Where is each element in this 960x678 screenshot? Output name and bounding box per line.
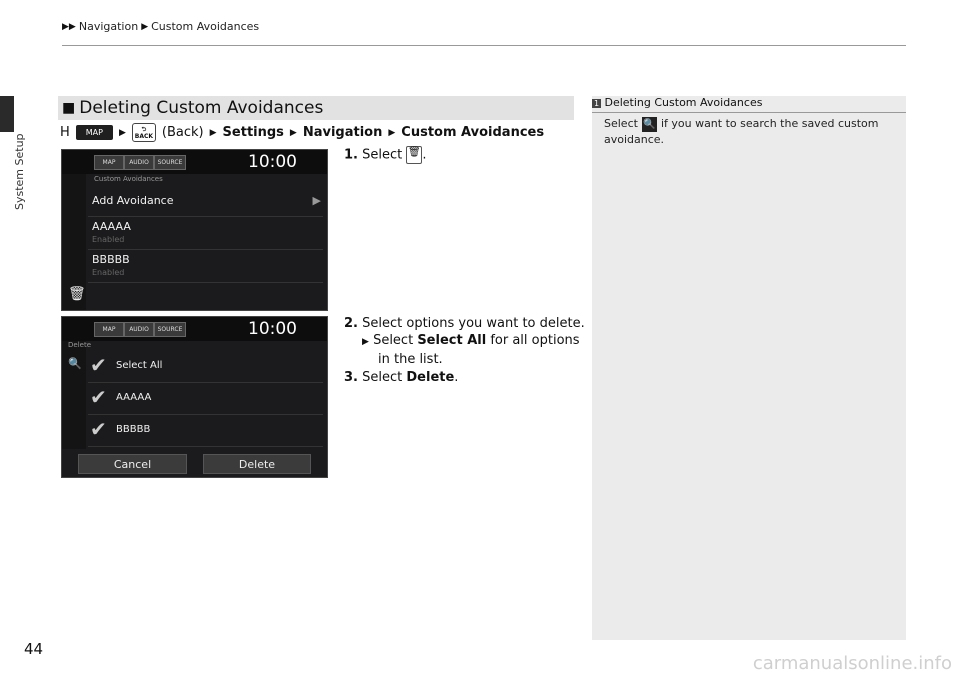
breadcrumb-item-navigation[interactable]: Navigation — [78, 20, 139, 33]
section-tab-marker — [0, 96, 14, 132]
step-number: 3. — [344, 370, 358, 385]
search-icon[interactable]: 🔍 — [68, 357, 82, 370]
screen-header: Custom Avoidances — [94, 175, 163, 183]
screenshot-delete-avoidances — [61, 316, 328, 478]
sidebar-note-body — [604, 116, 894, 148]
step-text: Select — [373, 333, 414, 348]
back-button-icon: ⮌ BACK — [132, 123, 156, 142]
add-avoidance-row[interactable] — [88, 186, 323, 217]
avoidance-name: BBBBB — [116, 424, 151, 435]
breadcrumb-arrow-icon: ▶▶ — [62, 21, 76, 32]
path-navigation: Navigation — [302, 125, 383, 140]
page-number: 44 — [24, 640, 44, 658]
navigation-path — [60, 123, 544, 142]
breadcrumb-item-custom-avoidances[interactable]: Custom Avoidances — [151, 20, 260, 33]
delete-row-bbbbb[interactable] — [88, 415, 323, 447]
step-text: Select — [362, 370, 403, 385]
path-arrow-icon: ▶ — [209, 127, 217, 138]
screen-header: Delete — [68, 341, 91, 349]
home-icon: H — [60, 125, 70, 140]
source-tab[interactable]: SOURCE — [154, 322, 186, 337]
section-heading — [58, 96, 574, 120]
step-option: Select All — [417, 333, 487, 348]
step-number: 2. — [344, 316, 358, 331]
clock: 10:00 — [248, 319, 297, 339]
audio-tab[interactable]: AUDIO — [124, 155, 154, 170]
note-text: if you want to search the saved custom avoidance. — [604, 117, 879, 146]
search-icon: 🔍 — [643, 118, 656, 130]
avoidance-status: Enabled — [92, 268, 125, 277]
add-avoidance-label: Add Avoidance — [92, 194, 174, 207]
checkmark-icon: ✔ — [90, 417, 107, 441]
path-arrow-icon: ▶ — [118, 127, 126, 138]
header-divider — [62, 45, 906, 46]
delete-row-aaaaa[interactable] — [88, 383, 323, 415]
note-title: Deleting Custom Avoidances — [604, 96, 763, 109]
map-tab[interactable]: MAP — [94, 322, 124, 337]
checkmark-icon: ✔ — [90, 385, 107, 409]
select-all-row[interactable] — [88, 351, 323, 383]
avoidance-name: BBBBB — [92, 253, 130, 266]
step-2 — [344, 314, 585, 334]
avoidance-row-aaaaa[interactable] — [88, 217, 323, 250]
avoidance-name: AAAAA — [92, 220, 131, 233]
side-section-label: System Setup — [13, 133, 26, 210]
cancel-button[interactable]: Cancel — [78, 454, 187, 474]
breadcrumb-arrow-icon: ▶ — [141, 21, 149, 32]
source-tab[interactable]: SOURCE — [154, 155, 186, 170]
delete-trash-icon[interactable]: 🗑 — [68, 286, 86, 302]
avoidance-name: AAAAA — [116, 392, 152, 403]
step-option: Delete — [406, 370, 455, 385]
sidebar-note-title — [592, 96, 906, 113]
map-button-icon: MAP — [76, 125, 113, 140]
step-3: 3. Select Delete. — [344, 370, 459, 385]
path-arrow-icon: ▶ — [289, 127, 297, 138]
map-tab[interactable]: MAP — [94, 155, 124, 170]
step-text: Select — [362, 147, 403, 163]
checkmark-icon: ✔ — [90, 353, 107, 377]
clock: 10:00 — [248, 152, 297, 172]
select-all-label: Select All — [116, 360, 163, 371]
trash-icon: 🗑 — [406, 146, 422, 164]
path-settings: Settings — [222, 125, 284, 140]
step-2-sub — [362, 332, 580, 369]
path-custom-avoidances: Custom Avoidances — [401, 125, 545, 140]
sub-arrow-icon: ▶ — [362, 337, 369, 347]
step-text: for all options — [490, 333, 580, 348]
chevron-right-icon: ▶ — [312, 194, 321, 207]
note-marker-icon: 1 — [593, 99, 600, 108]
screenshot-custom-avoidances — [61, 149, 328, 311]
watermark: carmanualsonline.info — [752, 653, 952, 674]
note-text: Select — [604, 117, 638, 130]
path-arrow-icon: ▶ — [388, 127, 396, 138]
sidebar-note-panel — [592, 96, 906, 640]
back-label: (Back) — [161, 125, 204, 140]
audio-tab[interactable]: AUDIO — [124, 322, 154, 337]
step-1: 1. Select 🗑 . — [344, 147, 427, 163]
square-bullet-icon: ■ — [62, 100, 76, 116]
breadcrumb — [62, 20, 259, 33]
step-text: in the list. — [378, 352, 443, 367]
avoidance-status: Enabled — [92, 235, 125, 244]
step-number: 1. — [344, 147, 358, 163]
avoidance-row-bbbbb[interactable] — [88, 250, 323, 283]
step-text: Select options you want to delete. — [362, 316, 585, 331]
delete-button[interactable]: Delete — [203, 454, 311, 474]
section-title: Deleting Custom Avoidances — [79, 98, 324, 118]
